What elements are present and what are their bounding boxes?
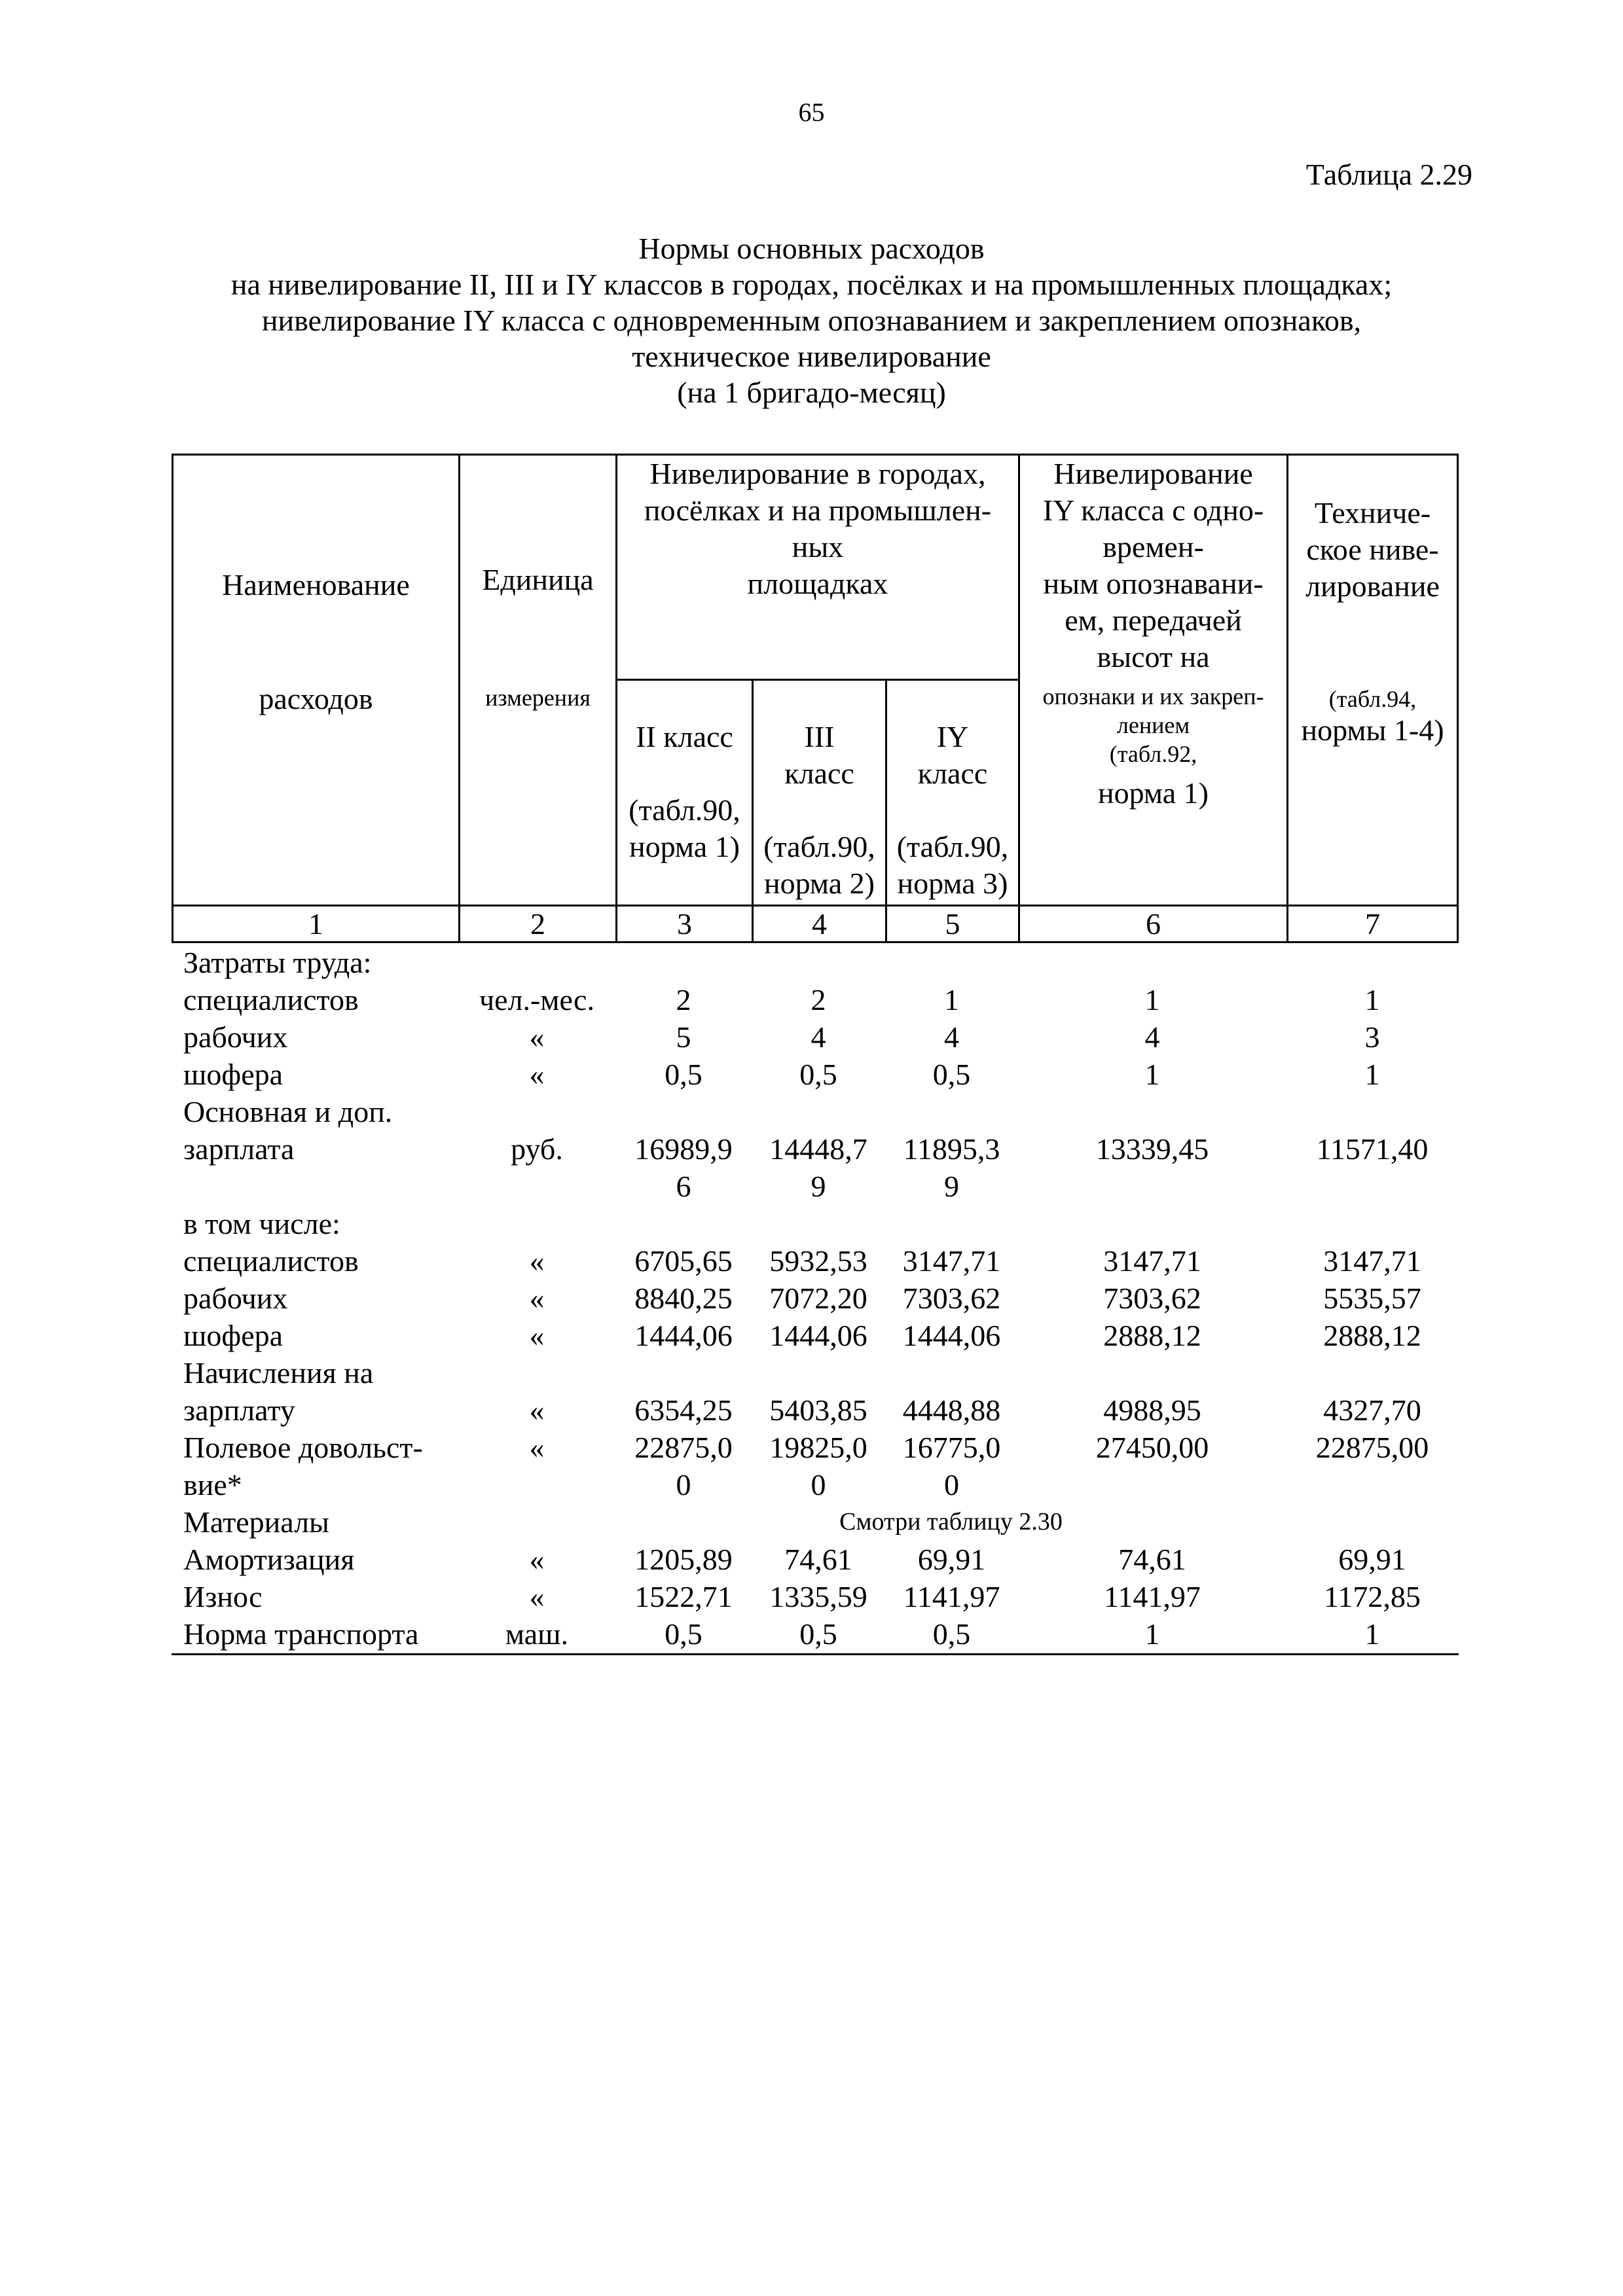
- row-name: зарплату: [183, 1393, 295, 1427]
- column-number: 1: [308, 907, 323, 941]
- table-row: [0, 1615, 1623, 1653]
- subheader-border: [615, 679, 1018, 681]
- header-col4: норма 2): [764, 867, 875, 900]
- header-col6-line: времен-: [1103, 530, 1204, 564]
- row-value: 0,5: [665, 1058, 702, 1091]
- row-value: 1: [1364, 983, 1380, 1016]
- row-name: Материалы: [183, 1505, 329, 1539]
- header-col6-small: [1020, 682, 1286, 768]
- table-row: [0, 1168, 1623, 1205]
- row-value: 0,5: [932, 1617, 971, 1651]
- header-col7: (табл.94,: [1328, 686, 1417, 712]
- row-name: рабочих: [183, 1020, 288, 1054]
- row-value: 19825,0: [769, 1431, 867, 1464]
- row-value: 74,61: [784, 1543, 852, 1576]
- row-unit: «: [529, 1543, 545, 1576]
- row-name: Износ: [183, 1580, 263, 1613]
- title-line: Нормы основных расходов: [638, 232, 985, 265]
- row-unit: «: [529, 1319, 545, 1352]
- row-value: 1141,97: [1104, 1580, 1201, 1613]
- row-name: рабочих: [183, 1282, 288, 1315]
- header-group: [617, 456, 1018, 602]
- header-group-line: площадках: [747, 567, 888, 600]
- table-row: [0, 1056, 1623, 1093]
- row-value: 1141,97: [903, 1580, 1000, 1613]
- table-row: [0, 1242, 1623, 1280]
- row-value: 0: [811, 1468, 826, 1501]
- row-note: Смотри таблицу 2.30: [839, 1508, 1063, 1535]
- row-unit: «: [529, 1393, 545, 1427]
- header-col4: класс: [784, 757, 854, 790]
- row-value: 0,5: [665, 1617, 702, 1651]
- row-name: шофера: [183, 1058, 283, 1091]
- row-unit: «: [529, 1244, 545, 1278]
- table-row: [0, 1317, 1623, 1354]
- row-value: 4: [1144, 1020, 1160, 1054]
- header-col7-line: лирование: [1305, 569, 1440, 603]
- title-line: техническое нивелирование: [632, 340, 991, 373]
- table-row: [0, 1280, 1623, 1317]
- column-number: 4: [812, 907, 827, 941]
- table-row: [0, 1018, 1623, 1056]
- row-value: 2888,12: [1103, 1319, 1201, 1352]
- row-name: Амортизация: [183, 1543, 355, 1576]
- row-value: 14448,7: [769, 1132, 867, 1166]
- row-value: 16989,9: [634, 1132, 733, 1166]
- row-value: 1444,06: [902, 1319, 1001, 1352]
- header-unit: Единица: [482, 563, 594, 596]
- header-group-line: посёлках и на промышлен-: [644, 493, 992, 527]
- header-group-line: ных: [792, 530, 844, 564]
- row-name: Основная и доп.: [183, 1095, 393, 1128]
- row-value: 3147,71: [1323, 1244, 1421, 1278]
- table-row: [0, 1541, 1623, 1578]
- row-value: 5932,53: [769, 1244, 867, 1278]
- header-col4: III: [804, 720, 835, 753]
- row-value: 22875,0: [634, 1431, 733, 1464]
- row-name: Полевое довольст-: [183, 1431, 423, 1464]
- header-col4: (табл.90,: [763, 830, 875, 863]
- row-value: 27450,00: [1095, 1431, 1209, 1464]
- row-value: 1: [1364, 1058, 1380, 1091]
- table-row: [0, 1578, 1623, 1615]
- row-value: 16775,0: [902, 1431, 1001, 1464]
- row-unit: «: [529, 1058, 545, 1091]
- header-group-line: Нивелирование в городах,: [649, 457, 986, 490]
- header-col6-line: ем, передачей: [1065, 603, 1242, 637]
- row-value: 11895,3: [903, 1132, 1000, 1166]
- row-value: 4: [944, 1020, 959, 1054]
- row-value: 0: [944, 1468, 959, 1501]
- row-value: 4988,95: [1103, 1393, 1201, 1427]
- row-value: 0,5: [932, 1058, 971, 1091]
- row-value: 4327,70: [1323, 1393, 1421, 1427]
- header-col7-line: ское ниве-: [1306, 533, 1439, 566]
- row-name: в том числе:: [183, 1207, 340, 1240]
- row-value: 7303,62: [902, 1282, 1001, 1315]
- row-value: 0,5: [799, 1058, 837, 1091]
- row-value: 5535,57: [1323, 1282, 1421, 1315]
- title-line: (на 1 бригадо-месяц): [677, 376, 946, 409]
- row-value: 7072,20: [769, 1282, 867, 1315]
- header-col6-line: Нивелирование: [1053, 457, 1253, 490]
- header-col6-line: опознаки и их закреп-: [1042, 683, 1264, 709]
- row-name: зарплата: [183, 1132, 295, 1166]
- column-number: 2: [530, 907, 545, 941]
- row-value: 1: [944, 983, 959, 1016]
- row-unit: «: [529, 1020, 545, 1054]
- header-col6-line: лением: [1116, 712, 1190, 738]
- row-name: вие*: [183, 1468, 242, 1501]
- title-line: на нивелирование II, III и IY классов в городах, посёлках и на промышленных площадках;: [230, 268, 1393, 301]
- row-value: 2888,12: [1323, 1319, 1421, 1352]
- row-name: Затраты труда:: [183, 946, 372, 979]
- header-col7-line: Техниче-: [1314, 496, 1431, 529]
- row-value: 9: [944, 1170, 959, 1203]
- column-number: 5: [945, 907, 960, 941]
- row-value: 1522,71: [634, 1580, 733, 1613]
- row-value: 1444,06: [769, 1319, 867, 1352]
- row-value: 0: [676, 1468, 691, 1501]
- row-name: Начисления на: [183, 1356, 374, 1390]
- row-value: 5: [676, 1020, 691, 1054]
- row-value: 1335,59: [769, 1580, 867, 1613]
- row-name: шофера: [183, 1319, 283, 1352]
- table-row: [0, 944, 1623, 981]
- row-value: 5403,85: [769, 1393, 867, 1427]
- row-name: специалистов: [183, 1244, 359, 1278]
- table-row: [0, 981, 1623, 1018]
- row-name: Норма транспорта: [183, 1617, 419, 1651]
- row-value: 3: [1364, 1020, 1380, 1054]
- header-col6: норма 1): [1098, 776, 1209, 810]
- row-unit: «: [529, 1431, 545, 1464]
- row-name: специалистов: [183, 983, 359, 1016]
- row-unit: «: [529, 1580, 545, 1613]
- table-row: [0, 1205, 1623, 1242]
- header-col7: нормы 1-4): [1301, 713, 1444, 747]
- row-value: 7303,62: [1103, 1282, 1201, 1315]
- row-value: 1: [1144, 983, 1160, 1016]
- row-unit: «: [529, 1282, 545, 1315]
- row-value: 8840,25: [634, 1282, 733, 1315]
- header-unit: измерения: [485, 685, 591, 711]
- row-unit: маш.: [505, 1617, 569, 1651]
- table-bottom-border: [172, 1653, 1459, 1655]
- row-value: 6354,25: [634, 1393, 733, 1427]
- column-number: 3: [677, 907, 692, 941]
- header-col5: класс: [917, 757, 988, 790]
- number-row-bottom-border: [172, 941, 1459, 943]
- row-value: 22875,00: [1315, 1431, 1429, 1464]
- row-unit: чел.-мес.: [479, 983, 594, 1016]
- table-row: [0, 1503, 1623, 1541]
- row-value: 69,91: [917, 1543, 986, 1576]
- row-value: 4448,88: [902, 1393, 1001, 1427]
- table-row: [0, 1429, 1623, 1466]
- row-value: 6: [676, 1170, 691, 1203]
- row-value: 69,91: [1338, 1543, 1406, 1576]
- row-value: 0,5: [799, 1617, 837, 1651]
- column-number: 6: [1146, 907, 1161, 941]
- header-name: Наименование: [222, 568, 410, 601]
- header-col6-line: высот на: [1097, 640, 1210, 673]
- header-col3: (табл.90,: [629, 793, 740, 827]
- row-value: 1205,89: [634, 1543, 733, 1576]
- table-title: [0, 230, 1623, 410]
- table-row: [0, 1391, 1623, 1429]
- table-label: Таблица 2.29: [1305, 158, 1472, 191]
- header-col6: [1020, 456, 1286, 675]
- page-number: 65: [798, 98, 825, 127]
- row-value: 3147,71: [902, 1244, 1001, 1278]
- header-col6-line: (табл.92,: [1109, 741, 1197, 767]
- row-value: 1: [1144, 1058, 1160, 1091]
- header-col6-line: ным опознавани-: [1043, 567, 1264, 600]
- table-row: [0, 1130, 1623, 1168]
- row-value: 1: [1144, 1617, 1160, 1651]
- table-row: [0, 1466, 1623, 1503]
- table-row: [0, 1354, 1623, 1391]
- row-value: 2: [676, 983, 691, 1016]
- header-col3: норма 1): [629, 830, 740, 863]
- column-number: 7: [1365, 907, 1380, 941]
- header-col7: [1288, 495, 1457, 605]
- header-col5: (табл.90,: [896, 830, 1009, 863]
- row-value: 1172,85: [1324, 1580, 1421, 1613]
- header-col3: II класс: [636, 720, 733, 753]
- row-value: 11571,40: [1316, 1132, 1429, 1166]
- row-value: 4: [811, 1020, 826, 1054]
- row-value: 13339,45: [1095, 1132, 1209, 1166]
- row-value: 2: [811, 983, 826, 1016]
- row-value: 74,61: [1118, 1543, 1186, 1576]
- header-col5: IY: [936, 720, 969, 753]
- header-name: расходов: [259, 682, 373, 715]
- row-value: 9: [811, 1170, 826, 1203]
- title-line: нивелирование IY класса с одновременным опознаванием и закреплением опознаков,: [261, 304, 1362, 337]
- header-col6-line: IY класса с одно-: [1042, 493, 1264, 527]
- row-value: 1444,06: [634, 1319, 733, 1352]
- col-border: [1457, 454, 1459, 943]
- row-value: 6705,65: [634, 1244, 733, 1278]
- row-value: 3147,71: [1103, 1244, 1201, 1278]
- header-col5: норма 3): [897, 867, 1008, 900]
- row-value: 1: [1364, 1617, 1380, 1651]
- row-unit: руб.: [511, 1132, 563, 1166]
- table-row: [0, 1093, 1623, 1130]
